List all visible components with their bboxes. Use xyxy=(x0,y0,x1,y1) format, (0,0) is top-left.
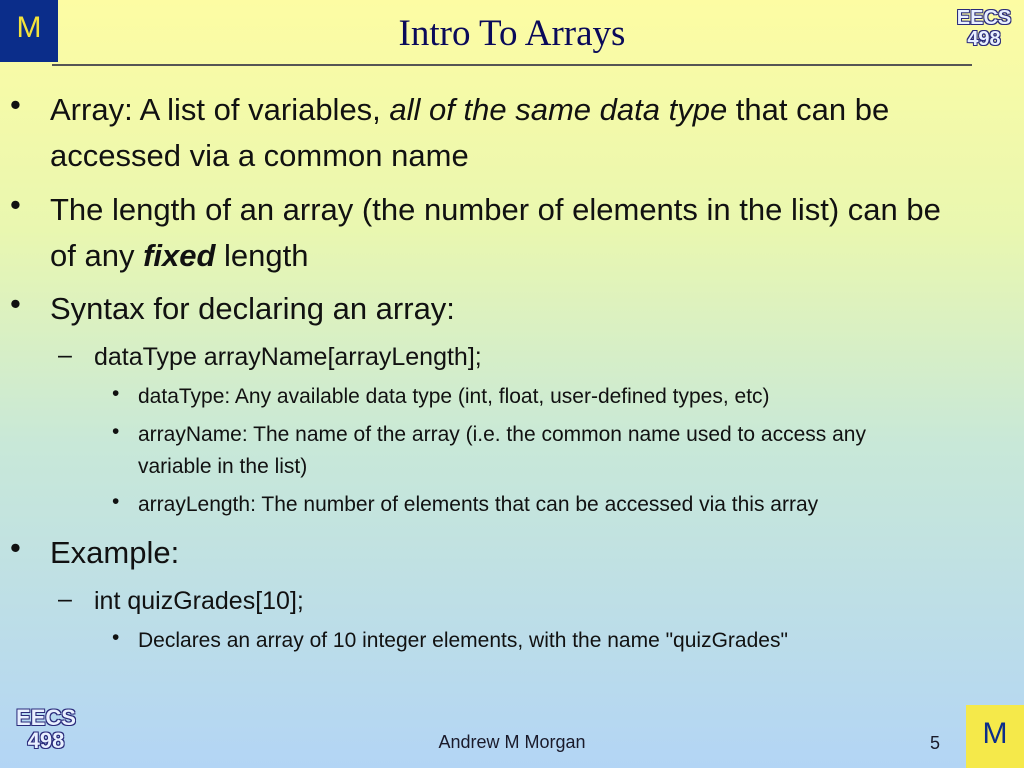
university-logo-bottom: M xyxy=(966,705,1024,768)
course-tag-bottom-line1: EECS xyxy=(16,705,76,730)
sub-bullet-example-explanation: Declares an array of 10 integer elements, with the name "quizGrades" xyxy=(138,629,788,652)
emphasis-text: fixed xyxy=(143,238,216,273)
sub-bullet-arrayname: arrayName: The name of the array (i.e. the common name used to access any xyxy=(138,423,866,446)
bullet-text: Array: A list of variables, xyxy=(50,92,390,127)
page-number: 5 xyxy=(930,733,941,753)
bullet-marker: • xyxy=(10,530,21,565)
sub-bullet-marker: • xyxy=(112,382,120,405)
bullet-array-definition xyxy=(50,87,1000,133)
bullet-text: of any xyxy=(50,238,144,273)
sub-bullet-arraylength: arrayLength: The number of elements that can be accessed via this array xyxy=(138,493,819,516)
sub-bullet-marker: • xyxy=(112,490,120,513)
footer-author: Andrew M Morgan xyxy=(438,732,586,752)
course-tag-bottom-line2: 498 xyxy=(27,728,65,754)
bullet-syntax: Syntax for declaring an array: xyxy=(50,291,455,326)
bullet-marker: • xyxy=(10,87,21,122)
course-tag-top-line1: EECS xyxy=(956,7,1012,29)
syntax-declaration: dataType arrayName[arrayLength]; xyxy=(94,343,482,371)
bullet-marker: • xyxy=(10,187,21,222)
bullet-text: length xyxy=(215,238,309,273)
dash-marker: – xyxy=(58,585,72,613)
example-declaration: int quizGrades[10]; xyxy=(94,587,304,615)
bullet-array-length: The length of an array (the number of elements in the list) can be xyxy=(50,192,941,227)
slide-title: Intro To Arrays xyxy=(398,13,626,54)
sub-bullet-marker: • xyxy=(112,626,120,649)
bullet-array-length-line2 xyxy=(50,233,1000,279)
course-tag-top-line2: 498 xyxy=(967,28,1001,50)
emphasis-text: all of the same data type xyxy=(389,92,728,127)
bullet-example: Example: xyxy=(50,535,180,570)
sub-bullet-arrayname-line2: variable in the list) xyxy=(138,455,308,478)
sub-bullet-datatype: dataType: Any available data type (int, float, user-defined types, etc) xyxy=(138,385,770,408)
sub-bullet-marker: • xyxy=(112,420,120,443)
dash-marker: – xyxy=(58,341,72,369)
bullet-marker: • xyxy=(10,286,21,321)
university-logo-top: M xyxy=(0,0,58,62)
bullet-text: that can be xyxy=(727,92,890,127)
bullet-array-definition-line2: accessed via a common name xyxy=(50,138,469,173)
